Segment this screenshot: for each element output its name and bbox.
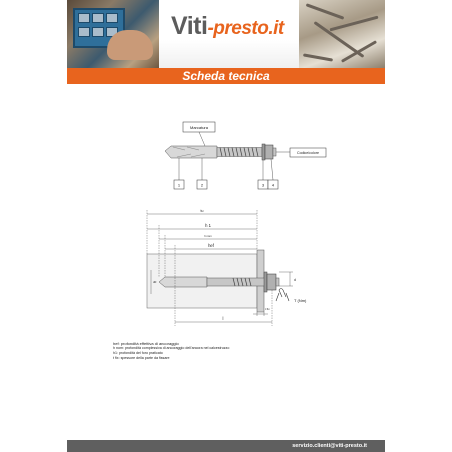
legend-item: h nom: profondità complessiva di ancoraggio dell'ancora nel calcestruzzo: [113, 346, 230, 350]
color-code-label: Codice/colore: [297, 151, 319, 155]
threaded-rod: [217, 148, 262, 157]
hex-nut: [265, 145, 273, 159]
dim-hnom: h nom: [204, 235, 212, 238]
section-title: Scheda tecnica: [182, 69, 270, 83]
dim-tfix: t fix: [265, 307, 270, 311]
svg-text:1: 1: [177, 182, 181, 188]
section-title-bar: [67, 68, 385, 84]
dim-d: d: [294, 278, 296, 282]
site-logo[interactable]: [171, 12, 284, 41]
dim-h1: h 1: [205, 223, 211, 228]
screws-photo: [299, 0, 385, 68]
logo-main-text: Viti: [171, 12, 208, 40]
washer: [262, 144, 265, 160]
datasheet-page: [67, 0, 385, 452]
dimensions-legend: [113, 341, 229, 361]
dim-overall: tu: [200, 209, 204, 213]
svg-text:4: 4: [271, 182, 275, 188]
svg-text:3: 3: [261, 182, 265, 188]
toolbox-photo: [67, 0, 159, 68]
legend-item: t fix: spessore della parte da fissare: [113, 356, 170, 360]
footer-bar: [67, 440, 385, 452]
footer-email-link[interactable]: servizio.clienti@viti-presto.it: [292, 443, 367, 449]
logo-rest-text: -presto.it: [207, 18, 284, 39]
svg-text:2: 2: [200, 182, 204, 188]
dim-hef: hef: [208, 243, 214, 248]
torque-wrench-icon: [276, 289, 289, 302]
hand-image: [107, 30, 153, 60]
logo-background: [159, 40, 299, 68]
header-banner: [67, 0, 385, 68]
legend-item: h1: profondità del foro praticato: [113, 351, 163, 355]
anchor-side-view: [165, 122, 326, 189]
marking-label: Marcatura: [189, 125, 209, 130]
dim-l: l: [222, 316, 224, 321]
legend-item: hef: profondità effettiva di ancoraggio: [113, 341, 179, 346]
torque-label: T (Nm): [294, 298, 307, 303]
dim-d0: d0: [153, 280, 157, 284]
anchor-diagram: [67, 84, 385, 434]
anchor-installed-view: [147, 209, 307, 326]
